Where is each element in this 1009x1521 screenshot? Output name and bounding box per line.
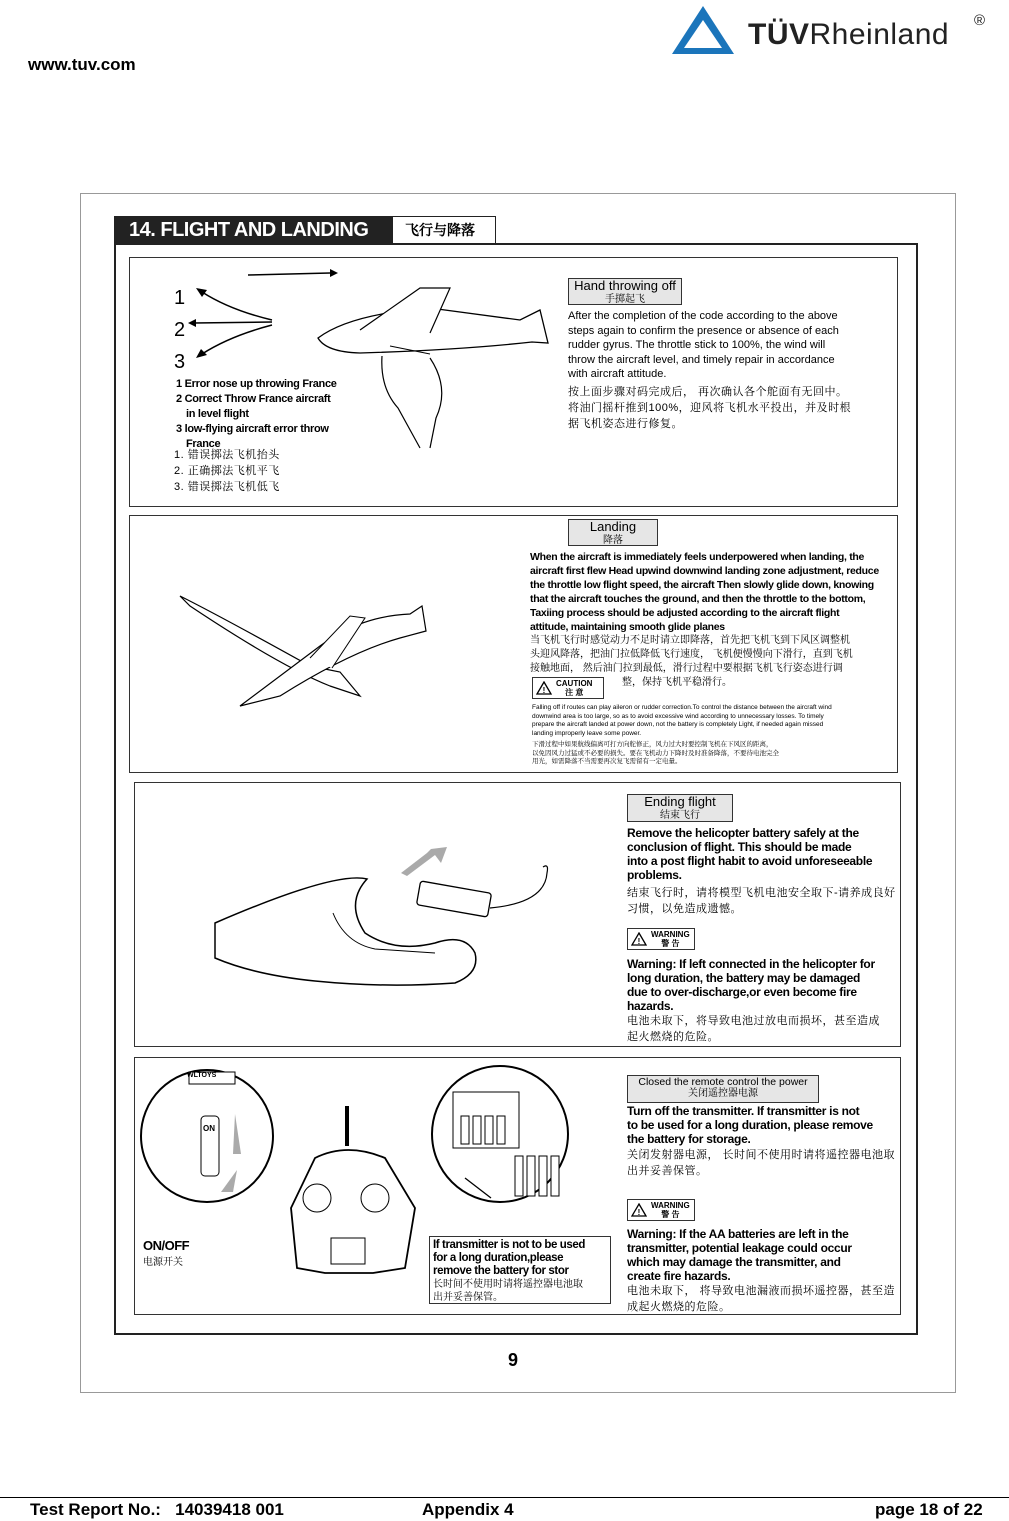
report-number: Test Report No.: 14039418 001 (30, 1500, 284, 1519)
landing-label: Landing 降落 (568, 519, 658, 546)
ending-warning-badge: ! WARNING 警 告 (627, 928, 695, 950)
onoff-label: ON/OFF 电源开关 (143, 1238, 190, 1268)
ending-flight-panel (134, 782, 901, 1047)
hand-throwing-panel (129, 257, 898, 507)
throw-option-numbers: 1 2 3 (174, 287, 186, 373)
hand-throwing-text-en: After the completion of the code according to the above steps again to confirm the presence or absence of each rudder gyrus. The throttle stick to 100%, the wind will throw the aircraft level, and timely repair in accordance with aircraft attitude. (568, 310, 839, 380)
transmitter-power-label: Closed the remote control the power 关闭遥控器电源 (627, 1075, 819, 1103)
warning-triangle-icon (631, 1203, 647, 1217)
registered-mark: ® (974, 12, 986, 29)
section-title: 14. FLIGHT AND LANDING (115, 217, 393, 243)
svg-text:!: ! (637, 1208, 641, 1217)
tuv-logo (668, 2, 998, 58)
tuv-triangle-icon (668, 2, 738, 58)
site-url: www.tuv.com (28, 55, 136, 74)
transmitter-power-text-cn: 关闭发射器电源， 长时间不使用时请将遥控器电池取 出并妥善保管。 (627, 1149, 896, 1177)
switch-on-label: ON (203, 1124, 215, 1133)
manual-page-number: 9 (508, 1350, 519, 1370)
transmitter-power-panel (134, 1057, 901, 1315)
warning-triangle-icon (631, 932, 647, 946)
power-warning-text-en: Warning: If the AA batteries are left in the transmitter, potential leakage could occur which may damage the transmitter, and create fire hazards. (627, 1227, 852, 1283)
svg-text:!: ! (637, 937, 641, 946)
landing-glider-illustration (160, 576, 520, 716)
hand-throwing-text-cn: 按上面步骤对码完成后， 再次确认各个舵面有无回中。 将油门摇杆推到100%，迎风将飞机水平投出，并及时根 据飞机姿态进行修复。 (568, 386, 852, 430)
battery-removal-illustration (135, 783, 575, 1046)
footer-rule (0, 1497, 1009, 1498)
ending-flight-label: Ending flight 结束飞行 (627, 794, 733, 822)
throw-legend-en: 1 Error nose up throwing France 2 Correct Throw France aircraft in level flight 3 low-flying aircraft error throw France (176, 378, 337, 450)
power-warning-text-cn: 电池未取下， 将导致电池漏液而损坏遥控器，甚至造 成起火燃烧的危险。 (627, 1285, 896, 1313)
battery-storage-callout: If transmitter is not to be used for a long duration,please remove the battery for stor 长时间不使用时请将遥控器电池取 出并妥善保管。 (429, 1236, 611, 1304)
svg-text:!: ! (542, 686, 546, 695)
caution-triangle-icon (536, 681, 552, 695)
logo-wordmark: TÜVRheinland (748, 18, 950, 51)
landing-text-cn: 当飞机飞行时感觉动力不足时请立即降落，首先把飞机飞到下风区调整机 头迎风降落，把油门拉低降低飞行速度， 飞机便慢慢向下滑行，直到飞机 接触地面， 然后油门拉到最低，滑行过程中要根据飞机飞行姿态进行调 整，保持飞机平稳滑行。 (530, 635, 853, 688)
appendix-label: Appendix 4 (422, 1500, 514, 1519)
landing-text-en: When the aircraft is immediately feels underpowered when landing, the aircraft first flew Head upwind downwind landing zone adjustment, reduce the throttle low flight speed, the aircraft Then slowly glide down, knowing that the aircraft touches the ground, and then the throttle to the bottom, Taxiing process should be adjusted according to the aircraft flight attitude, maintaining smooth glide planes (530, 551, 879, 633)
section-header (114, 216, 496, 244)
ending-warning-text-en: Warning: If left connected in the helicopter for long duration, the battery may be damaged due to over-discharge,or even become fire hazards. (627, 957, 875, 1013)
ending-flight-text-en: Remove the helicopter battery safely at the conclusion of flight. This should be made into a post flight habit to avoid unforeseeable problems. (627, 826, 873, 882)
brand-label: WLTOYS (187, 1072, 217, 1079)
page-indicator: page 18 of 22 (875, 1500, 983, 1519)
ending-warning-text-cn: 电池未取下，将导致电池过放电而损坏，甚至造成 起火燃烧的危险。 (627, 1015, 880, 1043)
caution-text-cn: 下滑过程中如果航线偏离可打方向舵修正，风力过大时要控制飞机在下风区的距离， 以免因风力过猛或不必要的损失。要在飞机动力下降时及时准备降落，不要待电池完全 用光，如需降落不当需要再次复飞需留有一定电量。 (532, 741, 779, 765)
hand-throwing-label: Hand throwing off 手掷起飞 (568, 278, 682, 305)
power-warning-badge: ! WARNING 警 告 (627, 1199, 695, 1221)
transmitter-power-text-en: Turn off the transmitter. If transmitter is not to be used for a long duration, please remove the battery for storage. (627, 1104, 873, 1146)
ending-flight-text-cn: 结束飞行时，请将模型飞机电池安全取下-请养成良好 习惯，以免造成遗憾。 (627, 887, 896, 915)
caution-badge: ! CAUTION 注 意 (532, 677, 604, 699)
section-title-cn: 飞行与降落 (405, 222, 475, 238)
caution-text-en: Falling off if routes can play aileron or rudder correction.To control the distance between the aircraft wind downwind area is too large, so as to avoid excessive wind according to unnecessary losses. To timely prepare the aircraft landed at power down, not the battery is completely Light, if needed again missed landing improperly leave some power. (532, 704, 832, 737)
landing-panel (129, 515, 898, 773)
throw-legend-cn: 1. 错误掷法飞机抬头 2. 正确掷法飞机平飞 3. 错误掷法飞机低飞 (174, 449, 280, 493)
